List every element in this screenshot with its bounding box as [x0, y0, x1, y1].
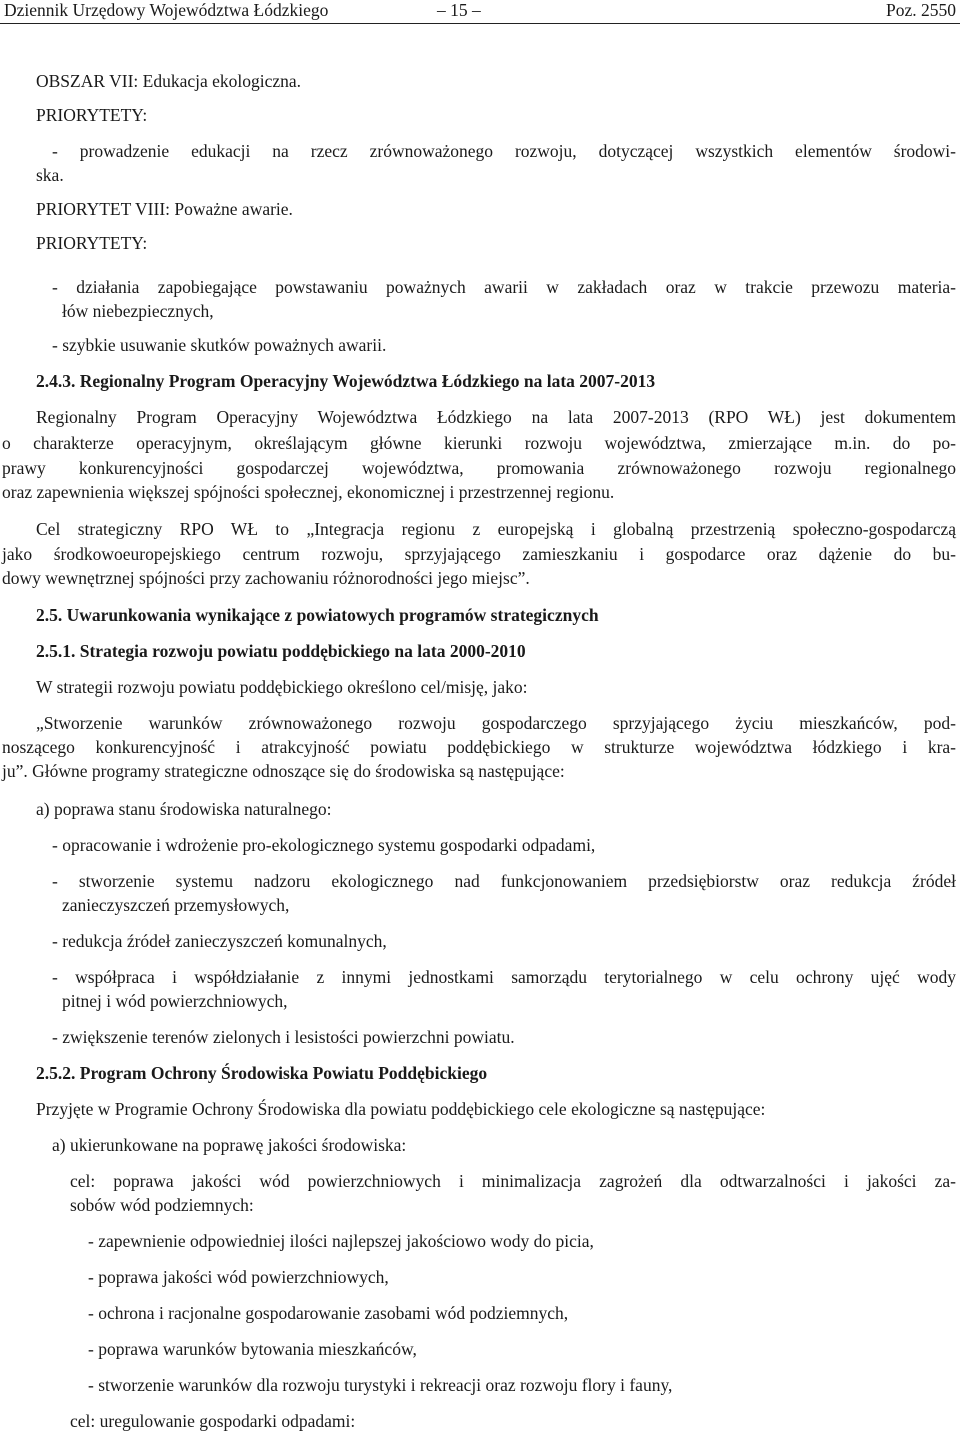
page-number: – 15 – [437, 0, 481, 20]
list-item: - zwiększenie terenów zielonych i lesistości powierzchni powiatu. [52, 1027, 515, 1047]
list-item: - redukcja źródeł zanieczyszczeń komunalnych, [52, 931, 387, 951]
list-item-continuation: pitnej i wód powierzchniowych, [62, 991, 288, 1011]
priorities-label: PRIORYTETY: [36, 233, 148, 253]
list-heading: a) ukierunkowane na poprawę jakości środowiska: [52, 1135, 407, 1155]
paragraph-line: noszącego konkurencyjność i atrakcyjność powiatu poddębickiego w strukturze województwa łódzkiego i kra- [2, 737, 956, 757]
list-item-continuation: łów niebezpiecznych, [62, 301, 214, 321]
subsection-heading: 2.5.1. Strategia rozwoju powiatu poddębickiego na lata 2000-2010 [36, 641, 526, 661]
list-item: - ochrona i racjonalne gospodarowanie zasobami wód podziemnych, [88, 1303, 569, 1323]
list-item: - działania zapobiegające powstawaniu poważnych awarii w zakładach oraz w trakcie przewozu materia- [52, 277, 956, 297]
list-item-continuation: zanieczyszczeń przemysłowych, [62, 895, 290, 915]
goal-line: cel: poprawa jakości wód powierzchniowych i minimalizacja zagrożeń dla odtwarzalności i jakości za- [70, 1171, 956, 1191]
paragraph-line: jako środkowoeuropejskiego centrum rozwoju, sprzyjającego zamieszkaniu i gospodarce oraz dążenie do bu- [2, 544, 956, 564]
list-item: - poprawa jakości wód powierzchniowych, [88, 1267, 389, 1287]
priorities-label: PRIORYTETY: [36, 105, 148, 125]
list-item: - opracowanie i wdrożenie pro-ekologicznego systemu gospodarki odpadami, [52, 835, 596, 855]
subsection-heading: 2.5.2. Program Ochrony Środowiska Powiatu Poddębickiego [36, 1063, 488, 1083]
paragraph-line: ju”. Główne programy strategiczne odnoszące się do środowiska są następujące: [2, 761, 565, 781]
goal-line: cel: uregulowanie gospodarki odpadami: [70, 1411, 356, 1431]
paragraph-line: prawy konkurencyjności gospodarczej województwa, promowania zrównoważonego rozwoju regionalnego [2, 458, 956, 478]
paragraph-line: Przyjęte w Programie Ochrony Środowiska dla powiatu poddębickiego cele ekologiczne są następujące: [36, 1099, 766, 1119]
goal-line-continuation: sobów wód podziemnych: [70, 1195, 254, 1215]
paragraph-line: Cel strategiczny RPO WŁ to „Integracja regionu z europejską i globalną przestrzenią społeczno-gospodarczą [36, 519, 956, 539]
list-item: - poprawa warunków bytowania mieszkańców, [88, 1339, 417, 1359]
paragraph-line: Regionalny Program Operacyjny Województwa Łódzkiego na lata 2007-2013 (RPO WŁ) jest dokumentem [36, 407, 956, 427]
journal-title: Dziennik Urzędowy Województwa Łódzkiego [4, 0, 329, 20]
section-heading: 2.4.3. Regionalny Program Operacyjny Województwa Łódzkiego na lata 2007-2013 [36, 371, 656, 391]
list-item: - współpraca i współdziałanie z innymi jednostkami samorządu terytorialnego w celu ochrony ujęć wody [52, 967, 956, 987]
page-header [0, 0, 960, 24]
paragraph-line: o charakterze operacyjnym, określającym główne kierunki rozwoju województwa, zmierzające m.in. do po- [2, 433, 956, 453]
list-item: - zapewnienie odpowiedniej ilości najlepszej jakościowo wody do picia, [88, 1231, 594, 1251]
list-item: - prowadzenie edukacji na rzecz zrównoważonego rozwoju, dotyczącej wszystkich elementów środowi- [52, 141, 956, 161]
list-item: - szybkie usuwanie skutków poważnych awarii. [52, 335, 387, 355]
list-item: - stworzenie systemu nadzoru ekologicznego nad funkcjonowaniem przedsiębiorstw oraz redukcja źródeł [52, 871, 956, 891]
area-heading: OBSZAR VII: Edukacja ekologiczna. [36, 71, 302, 91]
section-heading: 2.5. Uwarunkowania wynikające z powiatowych programów strategicznych [36, 605, 599, 625]
paragraph-line: „Stworzenie warunków zrównoważonego rozwoju gospodarczego sprzyjającego życiu mieszkańców, pod- [36, 713, 956, 733]
list-heading: a) poprawa stanu środowiska naturalnego: [36, 799, 332, 819]
list-item: - stworzenie warunków dla rozwoju turystyki i rekreacji oraz rozwoju flory i fauny, [88, 1375, 673, 1395]
position-number: Poz. 2550 [886, 0, 956, 20]
list-item-continuation: ska. [36, 165, 64, 185]
paragraph-line: oraz zapewnienia większej spójności społecznej, ekonomicznej i przestrzennej regionu. [2, 482, 615, 502]
paragraph-line: W strategii rozwoju powiatu poddębickiego określono cel/misję, jako: [36, 677, 528, 697]
paragraph-line: dowy wewnętrznej spójności przy zachowaniu różnorodności jego miejsc”. [2, 568, 530, 588]
priority-heading: PRIORYTET VIII: Poważne awarie. [36, 199, 293, 219]
